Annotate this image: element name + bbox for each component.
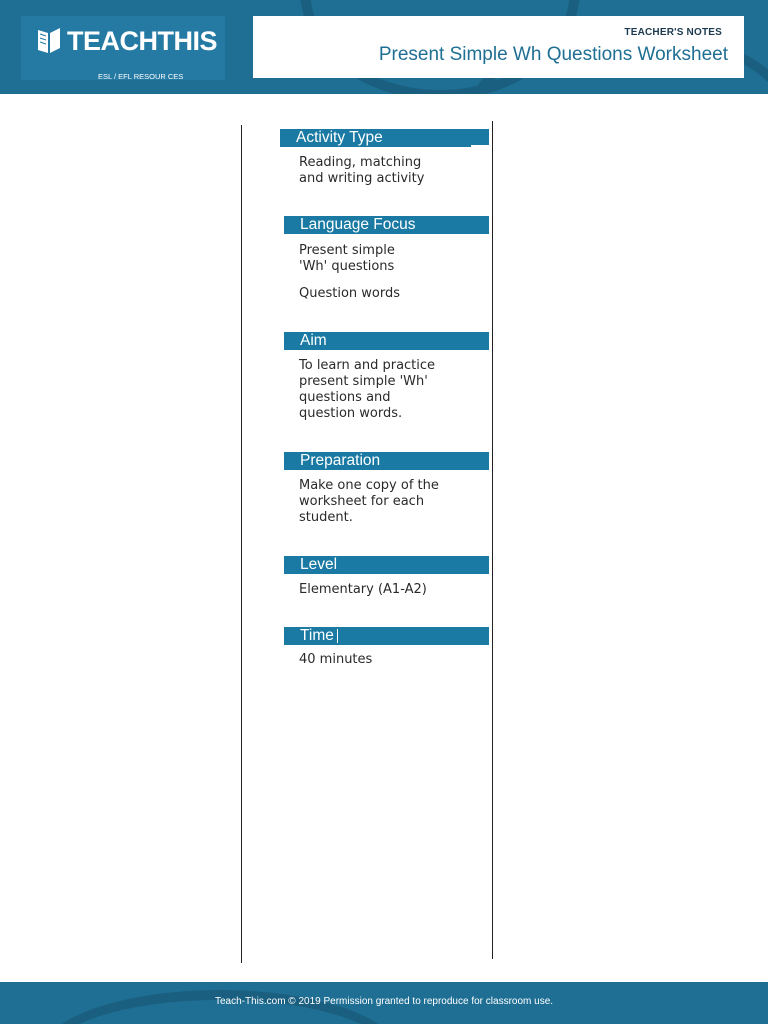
section-body-activity-type <box>299 155 479 187</box>
teachthis-logo <box>21 16 225 80</box>
section-heading-label: Activity Type <box>296 129 383 146</box>
section-heading-label: Level <box>300 556 338 573</box>
section-heading-activity-type <box>280 129 489 147</box>
page-footer <box>0 982 768 1024</box>
page-title: Present Simple Wh Questions Worksheet <box>378 44 728 65</box>
section-heading-label: Preparation <box>300 452 381 469</box>
body-line: present simple 'Wh' <box>299 374 428 389</box>
copyright-notice: Teach-This.com © 2019 Permission granted to reproduce for classroom use. <box>214 996 554 1007</box>
section-heading-time <box>284 627 489 645</box>
teachers-notes-label: TEACHER'S NOTES <box>624 27 722 38</box>
section-body-aim <box>299 358 479 422</box>
section-heading-language-focus <box>284 216 489 234</box>
body-line: 'Wh' questions <box>299 259 395 274</box>
body-line: question words. <box>299 406 403 421</box>
logo-wordmark: TEACHTHIS <box>67 26 217 56</box>
section-body-time <box>299 652 479 668</box>
section-heading-aim <box>284 332 489 350</box>
section-body-preparation <box>299 478 479 526</box>
section-heading-label: Language Focus <box>300 216 416 233</box>
body-line: Present simple <box>299 243 395 258</box>
body-line: Question words <box>299 286 401 301</box>
section-heading-level <box>284 556 489 574</box>
logo-subtitle: ESL / EFL RESOUR CES <box>98 72 184 80</box>
section-heading-preparation <box>284 452 489 470</box>
body-line: worksheet for each <box>299 494 425 509</box>
body-line: and writing activity <box>299 171 425 186</box>
title-panel <box>253 16 744 78</box>
body-line: student. <box>299 510 353 525</box>
body-line: Make one copy of the <box>299 478 439 493</box>
left-column-rule <box>241 125 242 963</box>
text-cursor <box>337 629 338 643</box>
body-line: 40 minutes <box>299 652 373 667</box>
heading-bar-notch <box>471 145 491 148</box>
section-body-level <box>299 582 479 598</box>
section-body-language-focus <box>299 243 479 302</box>
section-heading-label: Aim <box>300 332 327 349</box>
body-line: To learn and practice <box>299 358 436 373</box>
page-header <box>0 0 768 94</box>
body-line: Elementary (A1-A2) <box>299 582 427 597</box>
body-line: Reading, matching <box>299 155 422 170</box>
open-book-icon <box>35 26 65 56</box>
body-line: questions and <box>299 390 391 405</box>
right-column-rule <box>492 121 493 959</box>
section-heading-label: Time <box>300 627 334 644</box>
